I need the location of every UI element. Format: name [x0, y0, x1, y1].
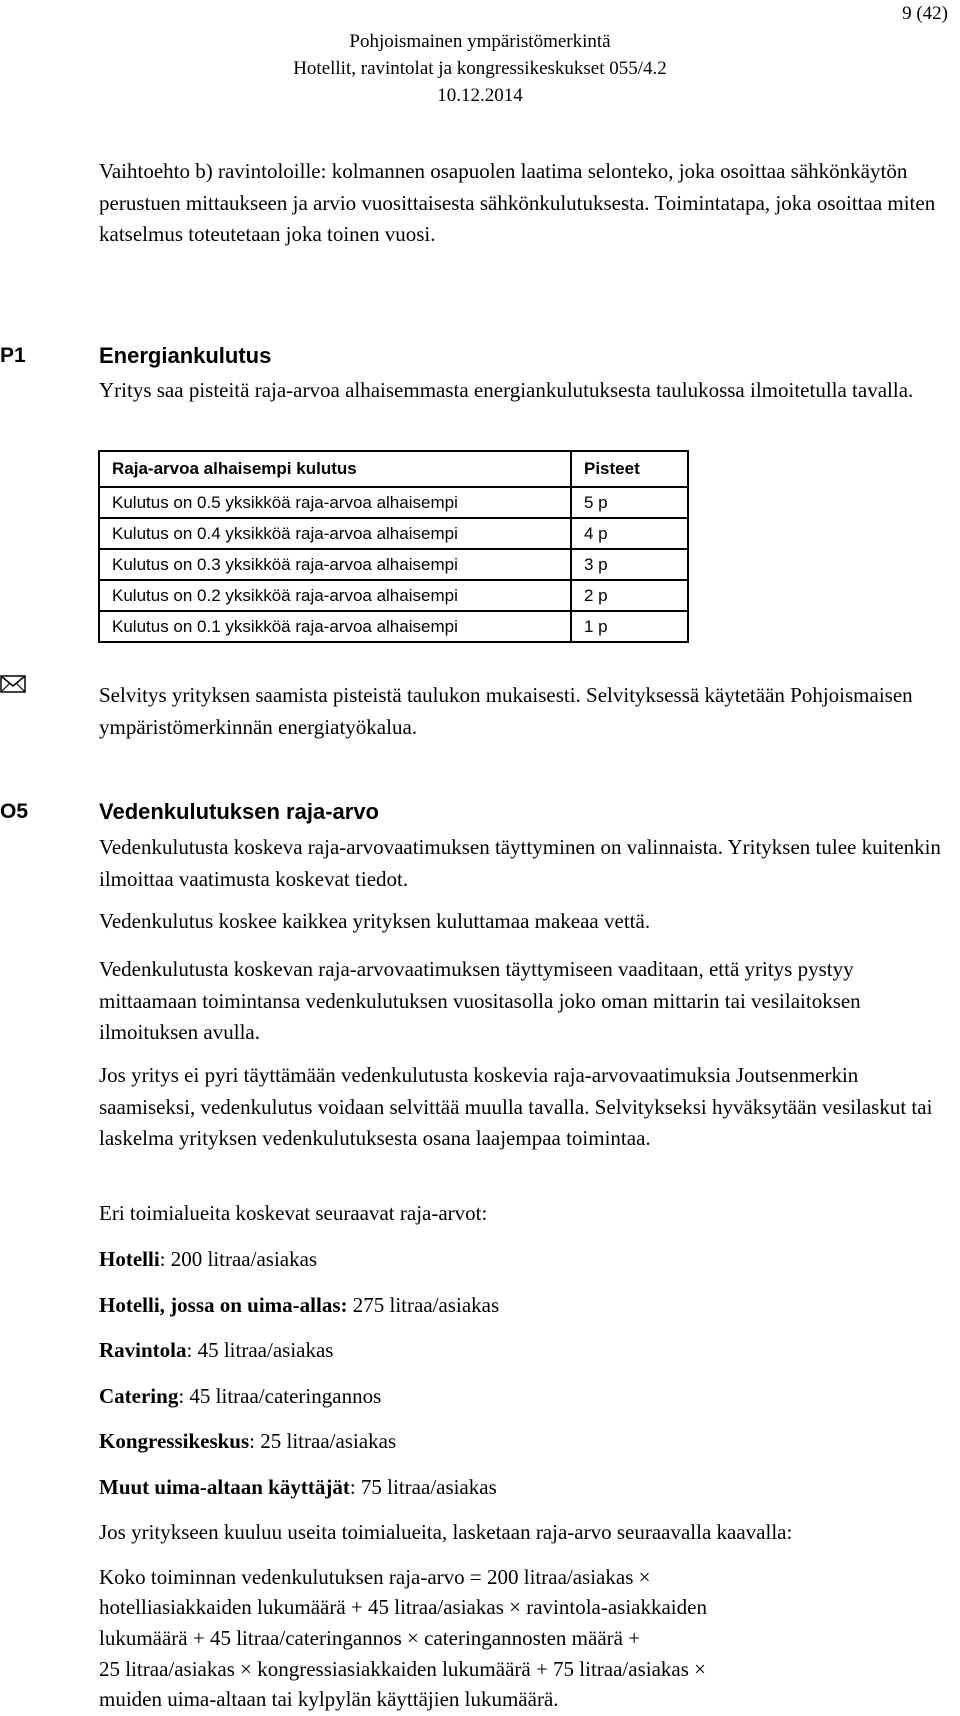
- header-title: Pohjoismainen ympäristömerkintä: [349, 31, 611, 52]
- requirement-code-o5: O5: [0, 800, 29, 823]
- limit-congress: [99, 1426, 396, 1456]
- limit-value: : 25 litraa/asiakas: [249, 1429, 397, 1453]
- table-row: [99, 549, 688, 580]
- p1-documentation: Selvitys yrityksen saamista pisteistä taulukon mukaisesti. Selvityksessä käytetään Pohjoismaisen ympäristömerkinnän energiatyökalua.: [99, 683, 913, 739]
- table-cell-consumption: Kulutus on 0.3 yksikköä raja-arvoa alhaisempi: [99, 549, 571, 580]
- table-header-points: Pisteet: [571, 451, 688, 487]
- header-date: 10.12.2014: [437, 85, 523, 106]
- table-cell-points: 3 p: [571, 549, 688, 580]
- limit-hotel-pool: [99, 1290, 499, 1320]
- o5-paragraph-limits-intro: Eri toimialueita koskevat seuraavat raja-arvot:: [99, 1201, 488, 1225]
- limit-label: Catering: [99, 1384, 179, 1408]
- formula-line: lukumäärä + 45 litraa/cateringannos × cateringannosten määrä +: [99, 1626, 641, 1650]
- table-cell-consumption: Kulutus on 0.4 yksikköä raja-arvoa alhaisempi: [99, 518, 571, 549]
- table-row: [99, 518, 688, 549]
- table-cell-consumption: Kulutus on 0.5 yksikköä raja-arvoa alhaisempi: [99, 487, 571, 518]
- formula-line: 25 litraa/asiakas × kongressiasiakkaiden lukumäärä + 75 litraa/asiakas ×: [99, 1657, 707, 1681]
- points-table-grid: [98, 450, 689, 643]
- formula-line: hotelliasiakkaiden lukumäärä + 45 litraa/asiakas × ravintola-asiakkaiden: [99, 1595, 707, 1619]
- limit-label: Hotelli: [99, 1247, 160, 1271]
- table-header-consumption: Raja-arvoa alhaisempi kulutus: [99, 451, 571, 487]
- section-title-energiankulutus: Energiankulutus: [99, 343, 272, 368]
- intro-paragraph: Vaihtoehto b) ravintoloille: kolmannen osapuolen laatima selonteko, joka osoittaa sähkönkäytön perustuen mittaukseen ja arvio vuosittaisesta sähkönkulutuksesta. Toimintatapa, joka osoittaa miten katselmus toteutetaan joka toinen vuosi.: [99, 159, 936, 246]
- limit-value: 275 litraa/asiakas: [347, 1293, 500, 1317]
- formula-line: Koko toiminnan vedenkulutuksen raja-arvo = 200 litraa/asiakas ×: [99, 1565, 651, 1589]
- table-row: [99, 580, 688, 611]
- o5-paragraph-freshwater: Vedenkulutus koskee kaikkea yrityksen kuluttamaa makeaa vettä.: [99, 909, 651, 933]
- table-cell-points: 2 p: [571, 580, 688, 611]
- o5-paragraph-optional: Vedenkulutusta koskeva raja-arvovaatimuksen täyttyminen on valinnaista. Yrityksen tulee kuitenkin ilmoittaa vaatimusta koskevat tiedot.: [99, 835, 941, 891]
- limit-value: : 45 litraa/cateringannos: [178, 1384, 382, 1408]
- table-cell-points: 5 p: [571, 487, 688, 518]
- formula-line: muiden uima-altaan tai kylpylän käyttäjien lukumäärä.: [99, 1687, 559, 1711]
- limit-label: Muut uima-altaan käyttäjät: [99, 1475, 350, 1499]
- limit-value: : 200 litraa/asiakas: [159, 1247, 318, 1271]
- table-cell-consumption: Kulutus on 0.2 yksikköä raja-arvoa alhaisempi: [99, 580, 571, 611]
- limit-hotel: [99, 1244, 317, 1274]
- o5-paragraph-measurement: Vedenkulutusta koskevan raja-arvovaatimuksen täyttymiseen vaaditaan, että yritys pystyy mittaamaan toimintansa vedenkulutuksen vuositasolla joko oman mittarin tai vesilaitoksen ilmoituksen avulla.: [99, 957, 861, 1044]
- requirement-code-p1: P1: [0, 344, 26, 367]
- table-cell-points: 4 p: [571, 518, 688, 549]
- limit-value: : 45 litraa/asiakas: [186, 1338, 334, 1362]
- envelope-icon: [0, 672, 26, 694]
- page-number: 9 (42): [902, 3, 948, 24]
- limit-catering: [99, 1381, 381, 1411]
- limit-other-pool-users: [99, 1472, 497, 1502]
- header-subtitle: Hotellit, ravintolat ja kongressikeskukset 055/4.2: [293, 58, 667, 79]
- table-header-row: [99, 451, 688, 487]
- formula-intro: Jos yritykseen kuuluu useita toimialueita, lasketaan raja-arvo seuraavalla kaavalla:: [99, 1520, 793, 1544]
- table-cell-consumption: Kulutus on 0.1 yksikköä raja-arvoa alhaisempi: [99, 611, 571, 642]
- table-row: [99, 487, 688, 518]
- o5-paragraph-alternative: Jos yritys ei pyri täyttämään vedenkulutusta koskevia raja-arvovaatimuksia Joutsenmerkin saamiseksi, vedenkulutus voidaan selvittää muulla tavalla. Selvitykseksi hyväksytään vesilaskut tai laskelma yrityksen vedenkulutuksesta osana laajempaa toimintaa.: [99, 1063, 933, 1150]
- section-title-vedenkulutus: Vedenkulutuksen raja-arvo: [99, 799, 379, 824]
- limit-label: Ravintola: [99, 1338, 187, 1362]
- p1-description: Yritys saa pisteitä raja-arvoa alhaisemmasta energiankulutuksesta taulukossa ilmoitetulla tavalla.: [99, 378, 914, 402]
- table-cell-points: 1 p: [571, 611, 688, 642]
- table-row: [99, 611, 688, 642]
- limit-restaurant: [99, 1335, 333, 1365]
- limit-label: Hotelli, jossa on uima-allas:: [99, 1293, 348, 1317]
- limit-label: Kongressikeskus: [99, 1429, 250, 1453]
- document-header: [0, 28, 960, 109]
- limit-value: : 75 litraa/asiakas: [349, 1475, 497, 1499]
- points-table: [98, 450, 689, 650]
